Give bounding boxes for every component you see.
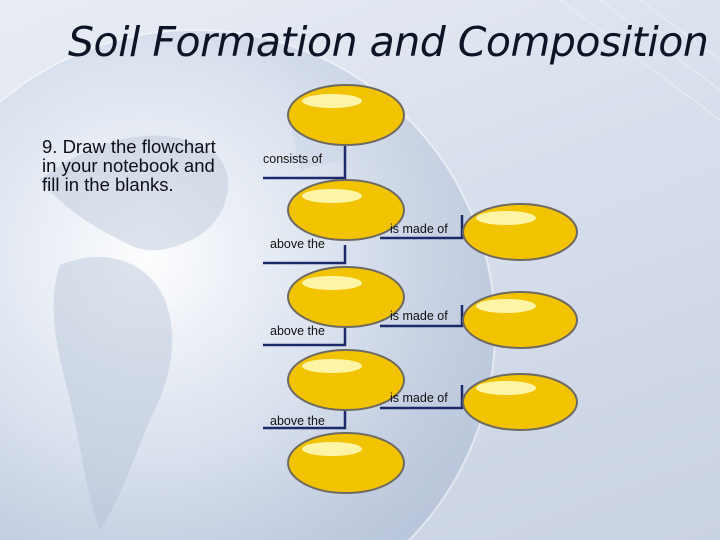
flowchart-node-5 — [288, 433, 404, 493]
flowchart-node-2 — [288, 180, 404, 240]
flowchart-node-8 — [463, 374, 577, 430]
label-above-the-1: above the — [270, 237, 325, 251]
label-is-made-of-2: is made of — [390, 309, 448, 323]
flowchart-node-4 — [288, 350, 404, 410]
label-is-made-of-1: is made of — [390, 222, 448, 236]
instruction-text: 9. Draw the flowchart in your notebook and fill in the blanks. — [42, 136, 216, 195]
flowchart-node-7 — [463, 292, 577, 348]
flowchart-node-6 — [463, 204, 577, 260]
label-above-the-3: above the — [270, 414, 325, 428]
flowchart-node-3 — [288, 267, 404, 327]
label-consists-of: consists of — [263, 152, 323, 166]
flowchart-node-1 — [288, 85, 404, 145]
label-above-the-2: above the — [270, 324, 325, 338]
page-title: Soil Formation and Composition — [68, 18, 709, 66]
label-is-made-of-3: is made of — [390, 391, 448, 405]
